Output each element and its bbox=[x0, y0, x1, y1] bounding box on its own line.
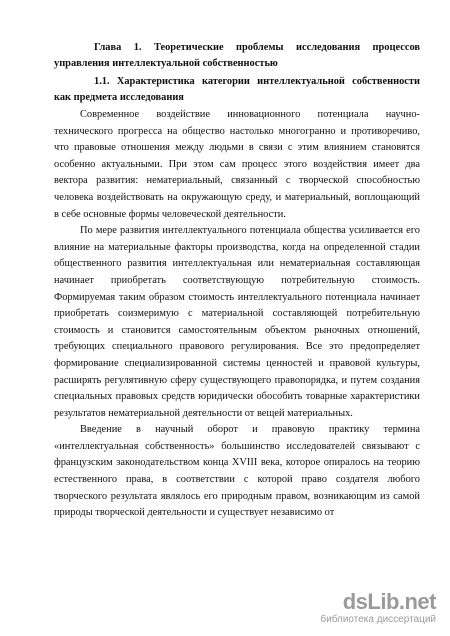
document-page bbox=[54, 40, 420, 522]
dslib-watermark bbox=[306, 590, 436, 630]
body-paragraph-1: Современное воздействие инновационного потенциала научно-технического прогресса на общество настолько многогранно и противоречиво, что правовые отношения между людьми в связи с этим влиянием становятся особенно актуальными. При этом сам процесс этого воздействия имеет два вектора развития: нематериальный, связанный с творческой способностью человека воздействовать на окружающую среду, и материальный, воплощающий в себе основные формы человеческой деятельности. bbox=[54, 109, 420, 220]
section-heading: 1.1. Характеристика категории интеллектуальной собственности как предмета исследования bbox=[54, 76, 420, 103]
body-paragraph-3: Введение в научный оборот и правовую практику термина «интеллектуальная собственность» большинство исследователей связывают с французским законодательством конца XVIII века, которое опиралось на теорию естественного права, в соответствии с которой право создателя любого творческого результата являлось его природным правом, возникающим из самой природы творческой деятельности и существует независимо от bbox=[54, 424, 420, 519]
chapter-heading: Глава 1. Теоретические проблемы исследования процессов управления интеллектуальной собственностью bbox=[54, 42, 420, 69]
body-paragraph-2: По мере развития интеллектуального потенциала общества усиливается его влияние на материальные факторы производства, когда на определенной стадии общественного развития интеллектуальная или нематериальная составляющая начинает приобретать соответствующую потребительную стоимость. Формируемая таким образом стоимость интеллектуального потенциала начинает приобретать соизмеримую с материальной составляющей потребительную стоимость и становится самостоятельным объектом рыночных отношений, требующих специального правового регулирования. Все это предопределяет формирование специализированной системы ценностей и правовой культуры, расширять регулятивную сферу существующего правопорядка, и путем создания специальных правовых средств юридически обособить товарные характеристики результатов нематериальной деятельности от вещей материальных. bbox=[54, 225, 420, 419]
watermark-brand: dsLib.net bbox=[342, 589, 436, 614]
watermark-tagline: библиотека диссертаций bbox=[320, 614, 436, 625]
